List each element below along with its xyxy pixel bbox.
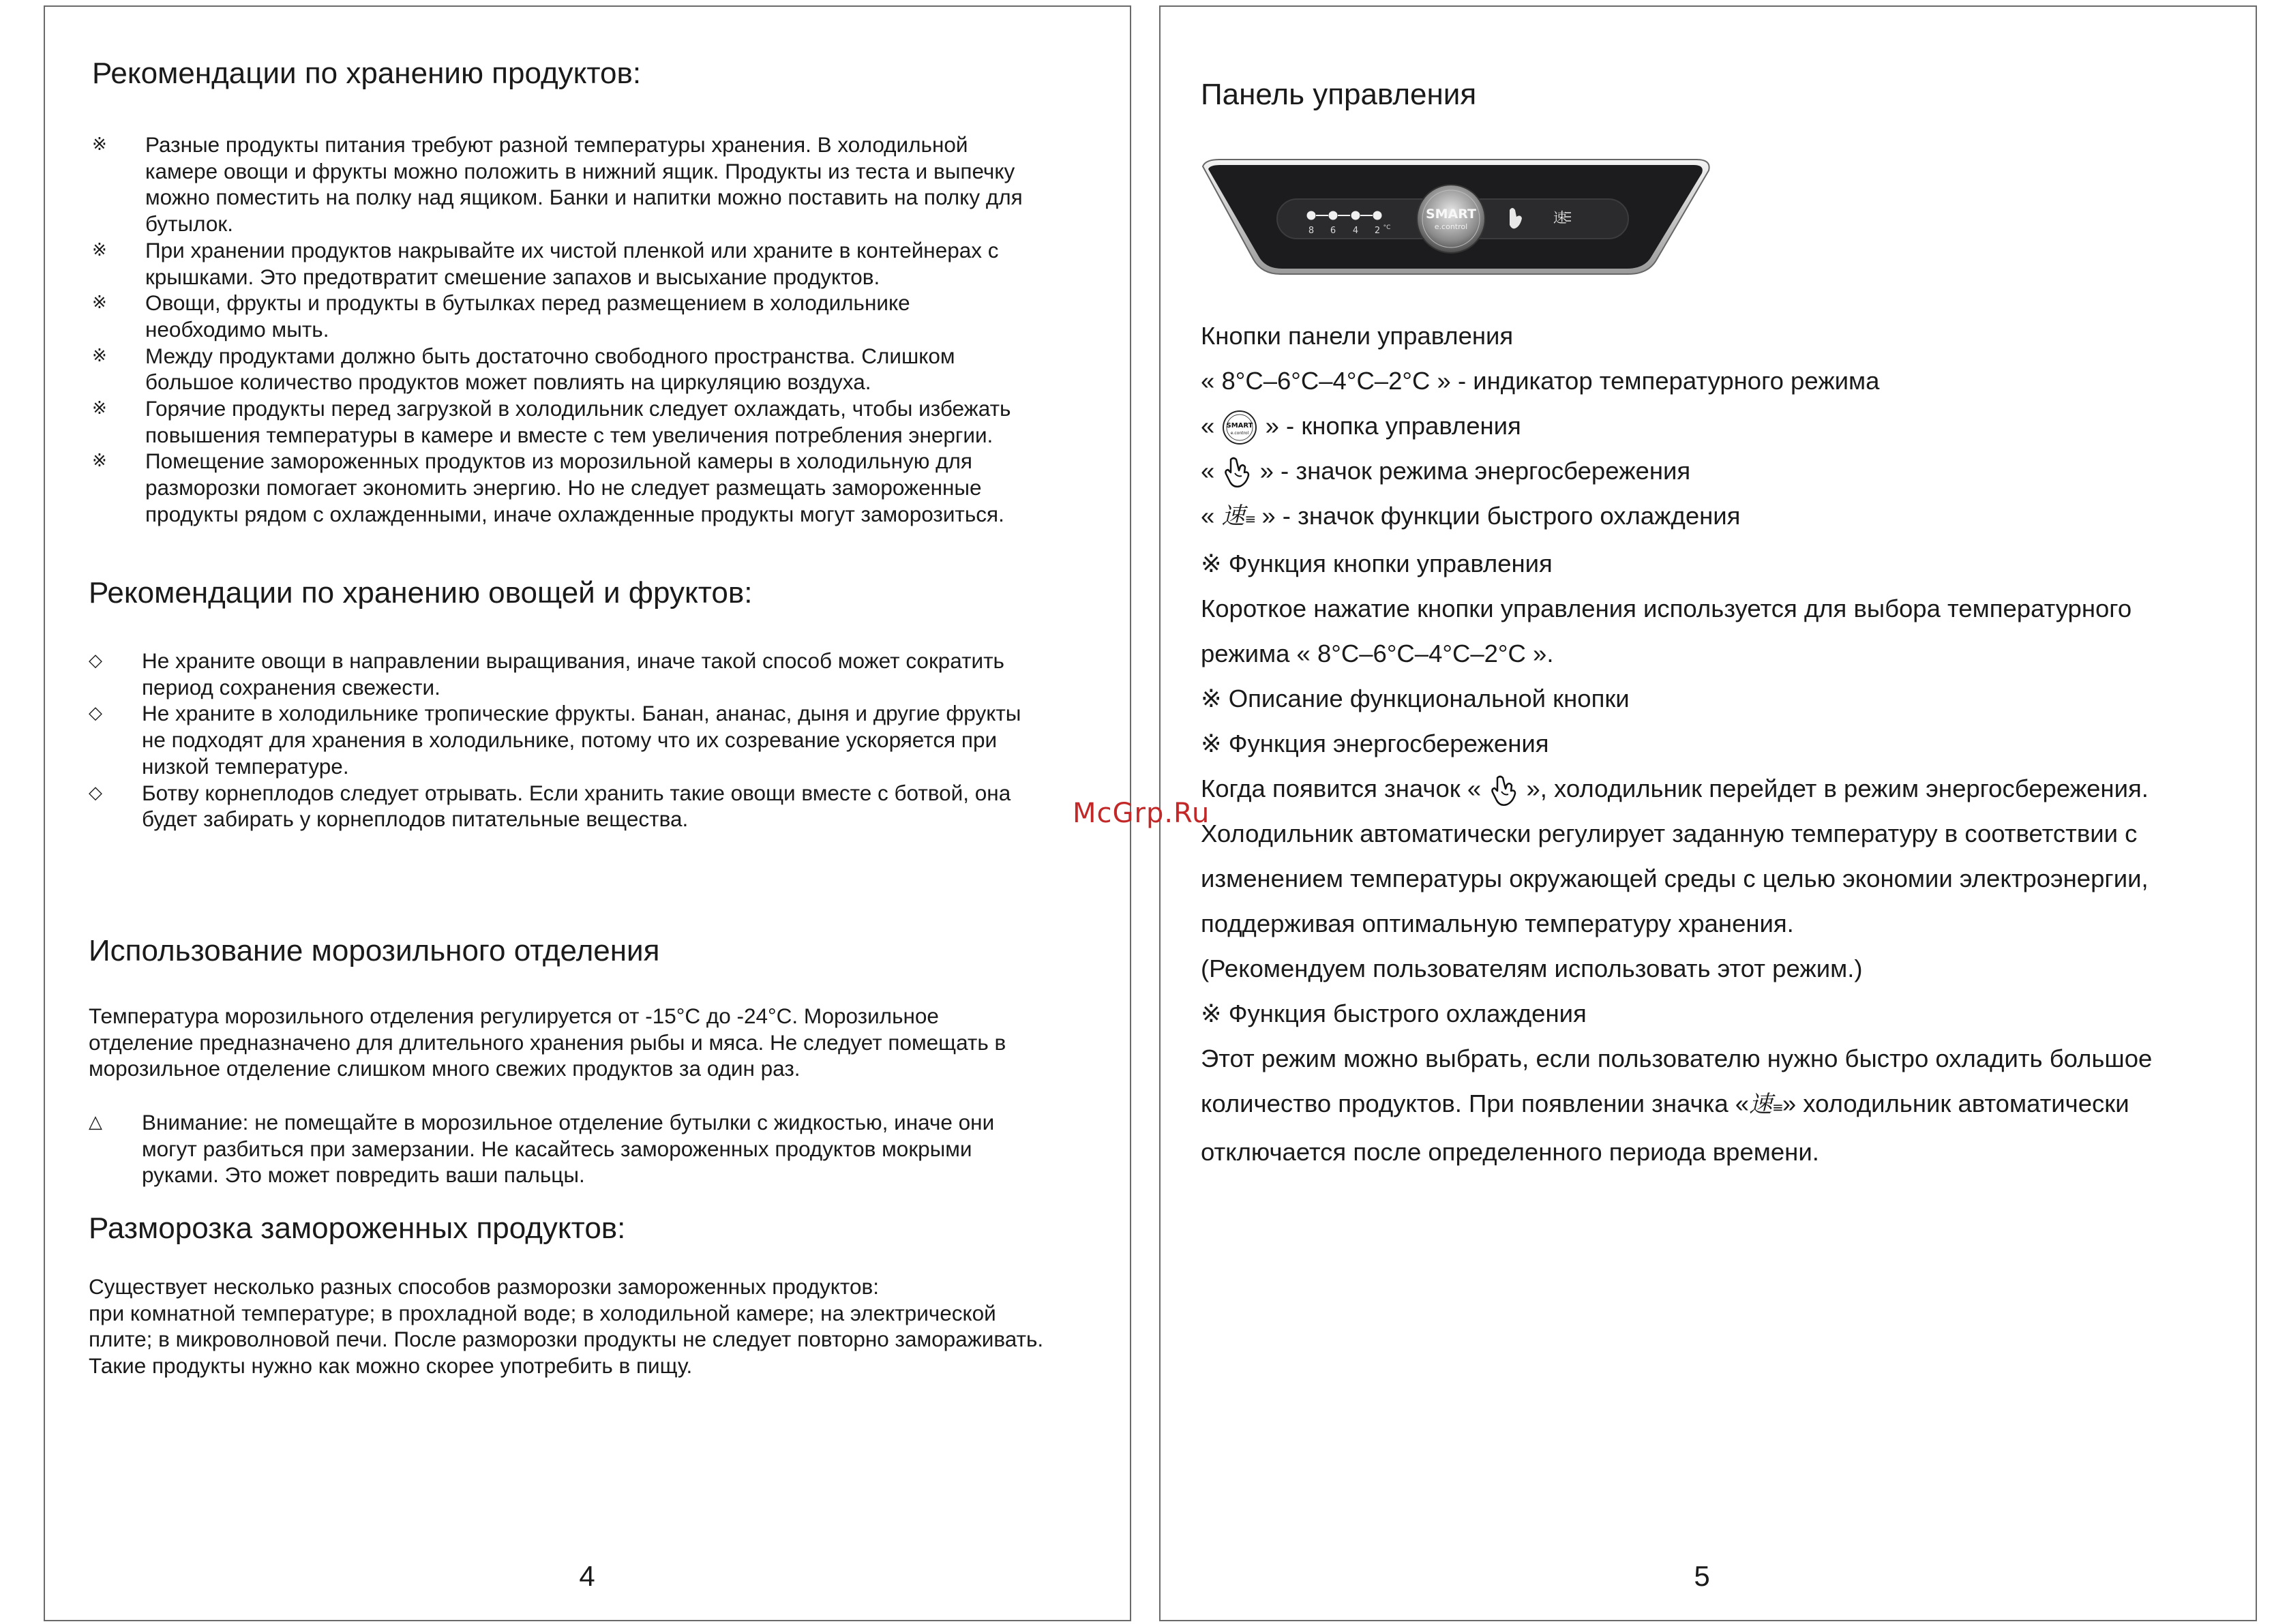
button-function-heading: ※ Функция кнопки управления <box>1201 550 1553 578</box>
bullet-icon: ※ <box>92 134 107 155</box>
eco-hand-icon <box>1488 774 1519 808</box>
freezer-warning <box>89 1109 1125 1188</box>
list-item-text: Разные продукты питания требуют разной температуры хранения. В холодильной камере овощи и фрукты можно положить в нижний ящик. Продукты из теста и выпечку можно поместить на полку над ящиком. Банки и напитки можно поставить на полку для бутылок. <box>145 132 1023 237</box>
smart-button-icon <box>1221 409 1258 446</box>
control-panel-description <box>1201 314 2244 1175</box>
temp-unit: °C <box>1383 224 1391 231</box>
smart-label: SMART <box>1425 207 1477 222</box>
bullet-icon: ◇ <box>89 650 102 671</box>
eco-text-line-2: изменением температуры окружающей среды с целью экономии электроэнергии, <box>1201 864 2149 893</box>
storage-list <box>92 132 1128 528</box>
text-line: отделение предназначено для длительного хранения рыбы и мяса. Не следует помещать в <box>89 1029 1006 1055</box>
freezer-title: Использование морозильного отделения <box>89 934 660 967</box>
vegetables-title: Рекомендации по хранению овощей и фруктов: <box>89 576 753 610</box>
bullet-icon: ※ <box>92 398 107 419</box>
short-press-line-2: режима « 8°C–6°C–4°C–2°C ». <box>1201 640 1554 668</box>
eco-recommend-line: (Рекомендуем пользователям использовать этот режим.) <box>1201 954 1863 983</box>
warning-item <box>89 1109 1125 1188</box>
svg-text:SMART: SMART <box>1226 422 1253 430</box>
list-item-text: Между продуктами должно быть достаточно свободного пространства. Слишком большое количество продуктов может повлиять на циркуляцию воздуха. <box>145 343 955 395</box>
smart-sub-label: e.control <box>1434 222 1468 231</box>
list-item-text: Не храните овощи в направлении выращивания, иначе такой способ может сократить период сохранения свежести. <box>142 648 1004 700</box>
text-line: Такие продукты нужно как можно скорее употребить в пищу. <box>89 1353 693 1379</box>
temp-label-2: 2 <box>1374 226 1381 236</box>
temp-label-8: 8 <box>1308 226 1315 236</box>
smart-control-button[interactable] <box>1417 185 1485 253</box>
svg-text:e.control: e.control <box>1231 431 1249 436</box>
text-line: Температура морозильного отделения регулируется от -15°С до -24°С. Морозильное <box>89 1004 939 1028</box>
list-item <box>89 780 1125 832</box>
text-line: Существует несколько разных способов разморозки замороженных продуктов: <box>89 1274 879 1299</box>
list-item <box>92 343 1128 395</box>
warning-text: Внимание: не помещайте в морозильное отделение бутылки с жидкостью, иначе они могут разбиться при замерзании. Не касайтесь замороженных продуктов мокрыми руками. Это может повредить ваши пальцы. <box>142 1110 995 1188</box>
list-item <box>89 648 1125 700</box>
list-item-text: Не храните в холодильнике тропические фрукты. Банан, ананас, дыня и другие фрукты не подходят для хранения в холодильнике, потому что их созревание ускоряется при низкой температуре. <box>142 701 1021 779</box>
vegetables-list <box>89 648 1125 832</box>
eco-text-line-3: поддерживая оптимальную температуру хранения. <box>1201 909 1794 938</box>
fast-cool-line: « 速≡ » - значок функции быстрого охлаждения <box>1201 494 2244 541</box>
list-item-text: При хранении продуктов накрывайте их чистой пленкой или храните в контейнерах с крышками. Это предотвратит смешение запахов и высыхание продуктов. <box>145 237 999 289</box>
right-page <box>1159 5 2257 1621</box>
left-page <box>44 5 1131 1621</box>
eco-hand-icon <box>1221 455 1253 490</box>
fast-text-line-2: количество продуктов. При появлении значка «速≡» холодильник автоматически <box>1201 1081 2244 1129</box>
list-item <box>92 237 1128 290</box>
bullet-icon: ◇ <box>89 782 102 803</box>
text-line: морозильное отделение слишком много свежих продуктов за один раз. <box>89 1056 801 1081</box>
text-line: плите; в микроволновой печи. После разморозки продукты не следует повторно замораживать. <box>89 1327 1044 1352</box>
buttons-heading: Кнопки панели управления <box>1201 322 1514 350</box>
control-panel-title: Панель управления <box>1201 78 1477 111</box>
function-description-heading: ※ Описание функциональной кнопки <box>1201 685 1630 713</box>
eco-function-heading: ※ Функция энергосбережения <box>1201 730 1549 758</box>
list-item-text: Помещение замороженных продуктов из морозильной камеры в холодильную для разморозки помогает экономить энергию. Но не следует размещать замороженные продукты рядом с охлажденными, иначе охлажденные продукты могут заморозиться. <box>145 449 1004 526</box>
temp-label-4: 4 <box>1352 226 1359 236</box>
text-line: при комнатной температуре; в прохладной воде; в холодильной камере; на электрической <box>89 1300 996 1325</box>
temp-indicator-line: « 8°C–6°C–4°C–2°C » - индикатор температурного режима <box>1201 367 1880 395</box>
list-item-text: Ботву корнеплодов следует отрывать. Если хранить такие овощи вместе с ботвой, она будет забирать у корнеплодов питательные вещества. <box>142 780 1011 832</box>
list-item <box>92 290 1128 342</box>
bullet-icon: ※ <box>92 451 107 472</box>
fast-text-line-1: Этот режим можно выбрать, если пользователю нужно быстро охладить большое <box>1201 1044 2153 1073</box>
list-item <box>89 700 1125 779</box>
eco-when-line: Когда появится значок « », холодильник перейдет в режим энергосбережения. <box>1201 766 2244 811</box>
warning-triangle-icon: △ <box>89 1112 102 1132</box>
bullet-icon: ◇ <box>89 703 102 724</box>
list-item <box>92 132 1128 237</box>
fast-cool-icon: 速≡ <box>1749 1090 1782 1118</box>
eco-icon-line: « » - значок режима энергосбережения <box>1201 449 2244 494</box>
svg-text:速: 速 <box>1553 209 1567 226</box>
fast-cool-icon: 速≡ <box>1221 502 1255 530</box>
bullet-icon: ※ <box>92 292 107 314</box>
list-item-text: Горячие продукты перед загрузкой в холодильник следует охлаждать, чтобы избежать повышения температуры в камере и вместе с тем увеличения потребления энергии. <box>145 396 1011 447</box>
control-panel-image <box>1199 157 1717 280</box>
bullet-icon: ※ <box>92 239 107 260</box>
page-number: 5 <box>1694 1560 1710 1592</box>
bullet-icon: ※ <box>92 345 107 366</box>
defrost-text <box>89 1274 1152 1379</box>
list-item <box>92 448 1128 527</box>
defrost-title: Разморозка замороженных продуктов: <box>89 1212 626 1245</box>
freezer-text <box>89 1003 1152 1082</box>
short-press-line-1: Короткое нажатие кнопки управления используется для выбора температурного <box>1201 595 2132 623</box>
fast-function-heading: ※ Функция быстрого охлаждения <box>1201 999 1587 1028</box>
watermark: McGrp.Ru <box>1073 798 1210 829</box>
list-item <box>92 395 1128 448</box>
storage-title: Рекомендации по хранению продуктов: <box>92 57 642 90</box>
page-number: 4 <box>579 1560 595 1592</box>
control-button-line: « SMART e.control » - кнопка управления <box>1201 404 2244 449</box>
temp-label-6: 6 <box>1330 226 1336 236</box>
eco-text-line-1: Холодильник автоматически регулирует заданную температуру в соответствии с <box>1201 819 2138 848</box>
list-item-text: Овощи, фрукты и продукты в бутылках перед размещением в холодильнике необходимо мыть. <box>145 290 910 342</box>
fast-text-line-3: отключается после определенного периода времени. <box>1201 1137 1819 1166</box>
